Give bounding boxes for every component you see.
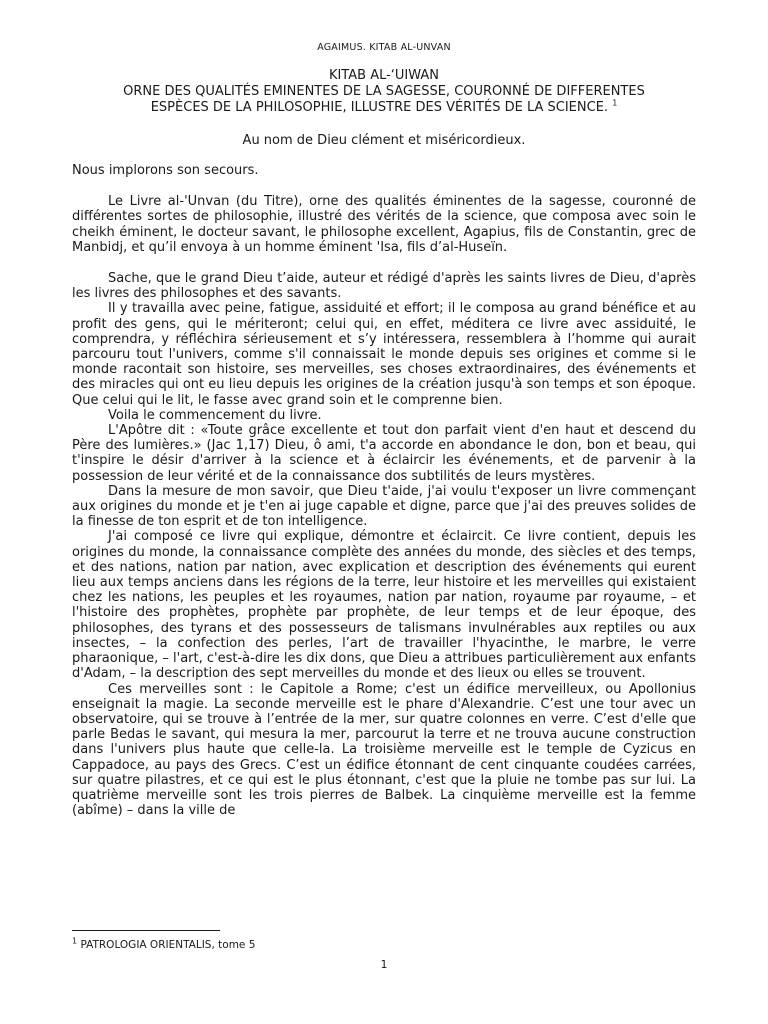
footnote-divider (72, 930, 220, 931)
body-text (72, 163, 696, 818)
paragraph: Dans la mesure de mon savoir, que Dieu t'aide, j'ai voulu t'exposer un livre commençant aux origines du monde et je t'en ai juge capable et digne, parce que j'ai des preuves solides de la finesse de ton esprit et de ton intelligence. (72, 483, 696, 530)
title-line-1: KITAB AL-‘UIWAN (328, 68, 440, 83)
invocation: Au nom de Dieu clément et miséricordieux. (242, 133, 526, 148)
paragraph: Sache, que le grand Dieu t’aide, auteur et rédigé d'après les saints livres de Dieu, d'après les livres des philosophes et des savants. (72, 271, 696, 302)
footnote-text: PATROLOGIA ORIENTALIS, tome 5 (80, 939, 256, 951)
title-block (72, 68, 696, 116)
page-number: 1 (380, 958, 388, 971)
paragraph: L'Apôtre dit : «Toute grâce excellente et tout don parfait vient d'en haut et descend du Père des lumières.» (Jac 1,17) Dieu, ô ami, t'a accorde en abondance le don, bon et beau, qui t'inspire le désir d'arriver à la science et à éclaircir les événements, et de parvenir à la possession de leur vérité et de la connaissance dos subtilités de leurs mystères. (72, 423, 696, 484)
footnote-marker: 1 (72, 936, 78, 946)
title-line-2: ORNE DES QUALITÉS EMINENTES DE LA SAGESSE, COURONNÉ DE DIFFERENTES (123, 84, 645, 99)
title-line-3 (72, 100, 696, 116)
paragraph: Nous implorons son secours. (72, 163, 259, 178)
title-line-3-text: ESPÈCES DE LA PHILOSOPHIE, ILLUSTRE DES VÉRITÉS DE LA SCIENCE. (150, 100, 609, 115)
footnote-reference[interactable]: 1 (612, 98, 618, 108)
paragraph: Il y travailla avec peine, fatigue, assiduité et effort; il le composa au grand bénéfice et au profit des gens, qui le mériteront; celui qui, en effet, méditera ce livre avec assiduité, le comprendra, y réfléchira sérieusement et s’y intéressera, ressemblera à l’homme qui aurait parcouru tout l'univers, comme s'il connaissait le monde depuis ses origines et comme si le monde racontait son histoire, ses merveilles, ses choses extraordinaires, des événements et des miracles qui ont eu lieu depuis les origines de la création jusqu'à son temps et son époque. Que celui qui le lit, le fasse avec grand soin et le comprenne bien. (72, 301, 696, 408)
footnote (72, 936, 256, 951)
paragraph: Ces merveilles sont : le Capitole a Rome; c'est un édifice merveilleux, ou Apollonius enseignait la magie. La seconde merveille est le phare d'Alexandrie. C’est une tour avec un observatoire, qui se trouve à l’entrée de la mer, sur quatre colonnes en verre. C’est d'elle que parle Bedas le savant, qui mesura la mer, parcourut la terre et ne trouva aucune construction dans l'univers plus haute que celle-la. La troisième merveille est le temple de Cyzicus en Cappadoce, au pays des Grecs. C’est un édifice étonnant de cent cinquante coudées carrées, sur quatre pilastres, et ce qui est le plus étonnant, c'est que la pluie ne tombe pas sur lui. La quatrième merveille sont les trois pierres de Balbek. La cinquième merveille est la femme (abîme) – dans la ville de (72, 681, 696, 819)
running-header: AGAIMUS. KITAB AL-UNVAN (317, 42, 451, 53)
paragraph: Voila le commencement du livre. (108, 407, 322, 423)
paragraph: J'ai composé ce livre qui explique, démontre et éclaircit. Ce livre contient, depuis les origines du monde, la connaissance complète des années du monde, des siècles et des temps, et des nations, nation par nation, avec explication et description des événements qui eurent lieu aux temps anciens dans les régions de la terre, leur histoire et les merveilles qui existaient chez les nations, les peuples et les royaumes, nation par nation, royaume par royaume, – et l'histoire des prophètes, prophète par prophète, de leur temps et de leur époque, des philosophes, des tyrans et des possesseurs de talismans invulnérables aux reptiles ou aux insectes, – la confection des perles, l’art de travailler l'hyacinthe, le marbre, le verre pharaonique, – l'art, c'est-à-dire les dix dons, que Dieu a attribues particulièrement aux enfants d'Adam, – la description des sept merveilles du monde et des lieux ou elles se trouvent. (72, 529, 696, 682)
paragraph: Le Livre al-'Unvan (du Titre), orne des qualités éminentes de la sagesse, couronné de différentes sortes de philosophie, illustré des vérités de la science, que composa avec soin le cheikh éminent, le docteur savant, le philosophe excellent, Agapius, fils de Constantin, grec de Manbidj, et qu’il envoya à un homme éminent 'Isa, fils d’al-Huseïn. (72, 194, 696, 255)
